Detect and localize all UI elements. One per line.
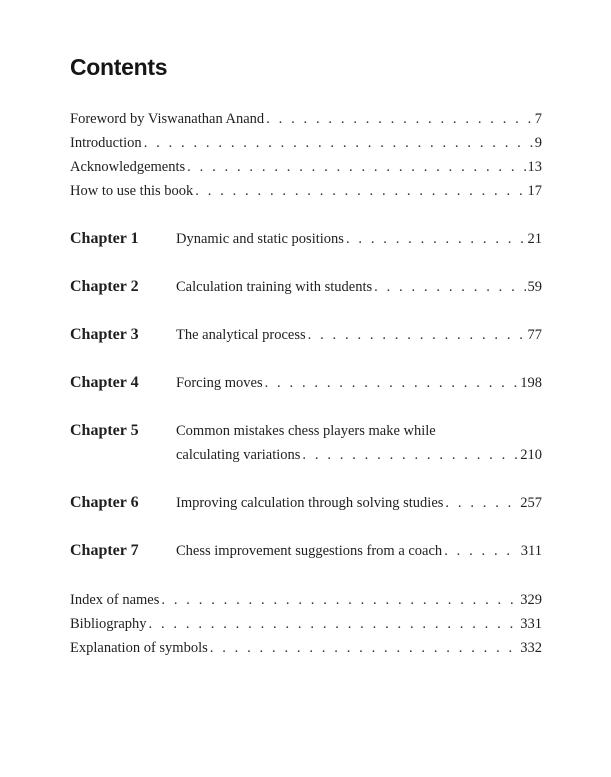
- dot-leader: [308, 323, 526, 347]
- toc-entry-label: How to use this book: [70, 183, 194, 199]
- chapter-title: Forcing moves: [176, 375, 263, 391]
- toc-chapter-6[interactable]: [70, 491, 542, 515]
- chapter-label: Chapter 2: [70, 278, 139, 295]
- toc-entry-page: 7: [534, 111, 542, 127]
- chapter-page: 21: [527, 231, 542, 247]
- toc-entry-page: 329: [520, 592, 542, 608]
- chapter-page: 257: [520, 495, 542, 511]
- dot-leader: [374, 275, 525, 299]
- toc-entry-label: Index of names: [70, 592, 160, 608]
- dot-leader: [302, 443, 518, 467]
- toc-entry-label: Explanation of symbols: [70, 640, 208, 656]
- toc-entry-acknowledgements[interactable]: [70, 155, 542, 179]
- chapter-title: The analytical process: [176, 327, 306, 343]
- dot-leader: [149, 612, 519, 636]
- toc-entry-bibliography[interactable]: [70, 612, 542, 636]
- toc-entry-page: 17: [527, 183, 542, 199]
- chapter-label: Chapter 1: [70, 230, 139, 247]
- chapter-label: Chapter 4: [70, 374, 139, 391]
- dot-leader: [195, 179, 525, 203]
- dot-leader: [187, 155, 525, 179]
- chapter-label: Chapter 3: [70, 326, 139, 343]
- toc-chapter-2[interactable]: [70, 275, 542, 299]
- toc-chapter-5[interactable]: [70, 419, 542, 467]
- chapter-page: 210: [520, 447, 542, 463]
- chapter-page: 77: [527, 327, 542, 343]
- toc-entry-label: Acknowledgements: [70, 159, 186, 175]
- chapter-page: 59: [527, 279, 542, 295]
- toc-entry-label: Foreword by Viswanathan Anand: [70, 111, 265, 127]
- chapter-title: Calculation training with students: [176, 279, 373, 295]
- toc-chapter-7[interactable]: [70, 539, 542, 563]
- toc-entry-page: 9: [534, 135, 542, 151]
- toc-entry-explanation-of-symbols[interactable]: [70, 636, 542, 660]
- toc-chapter-1[interactable]: [70, 227, 542, 251]
- dot-leader: [265, 371, 519, 395]
- toc-chapter-3[interactable]: [70, 323, 542, 347]
- dot-leader: [445, 491, 518, 515]
- chapter-page: 198: [520, 375, 542, 391]
- dot-leader: [346, 227, 526, 251]
- chapter-label: Chapter 7: [70, 542, 139, 559]
- dot-leader: [266, 107, 533, 131]
- toc-entry-label: Bibliography: [70, 616, 147, 632]
- toc-entry-foreword[interactable]: [70, 107, 542, 131]
- toc-entry-index-of-names[interactable]: [70, 588, 542, 612]
- page-title: Contents: [70, 54, 168, 80]
- dot-leader: [210, 636, 519, 660]
- toc-entry-page: 331: [520, 616, 542, 632]
- toc-entry-how-to-use[interactable]: [70, 179, 542, 203]
- toc-entry-introduction[interactable]: [70, 131, 542, 155]
- toc-entry-label: Introduction: [70, 135, 142, 151]
- chapter-label: Chapter 6: [70, 494, 139, 511]
- dot-leader: [161, 588, 518, 612]
- chapter-title-line-2: calculating variations: [176, 447, 301, 463]
- chapter-title: Improving calculation through solving studies: [176, 495, 444, 511]
- chapter-page: 311: [520, 543, 542, 559]
- chapter-title: Dynamic and static positions: [176, 231, 344, 247]
- chapter-title-line-1: Common mistakes chess players make while: [176, 423, 436, 439]
- dot-leader: [444, 539, 519, 563]
- chapter-title: Chess improvement suggestions from a coach: [176, 543, 443, 559]
- chapter-label: Chapter 5: [70, 422, 139, 439]
- toc-entry-page: 13: [527, 159, 542, 175]
- toc-chapter-4[interactable]: [70, 371, 542, 395]
- dot-leader: [144, 131, 533, 155]
- toc-entry-page: 332: [520, 640, 542, 656]
